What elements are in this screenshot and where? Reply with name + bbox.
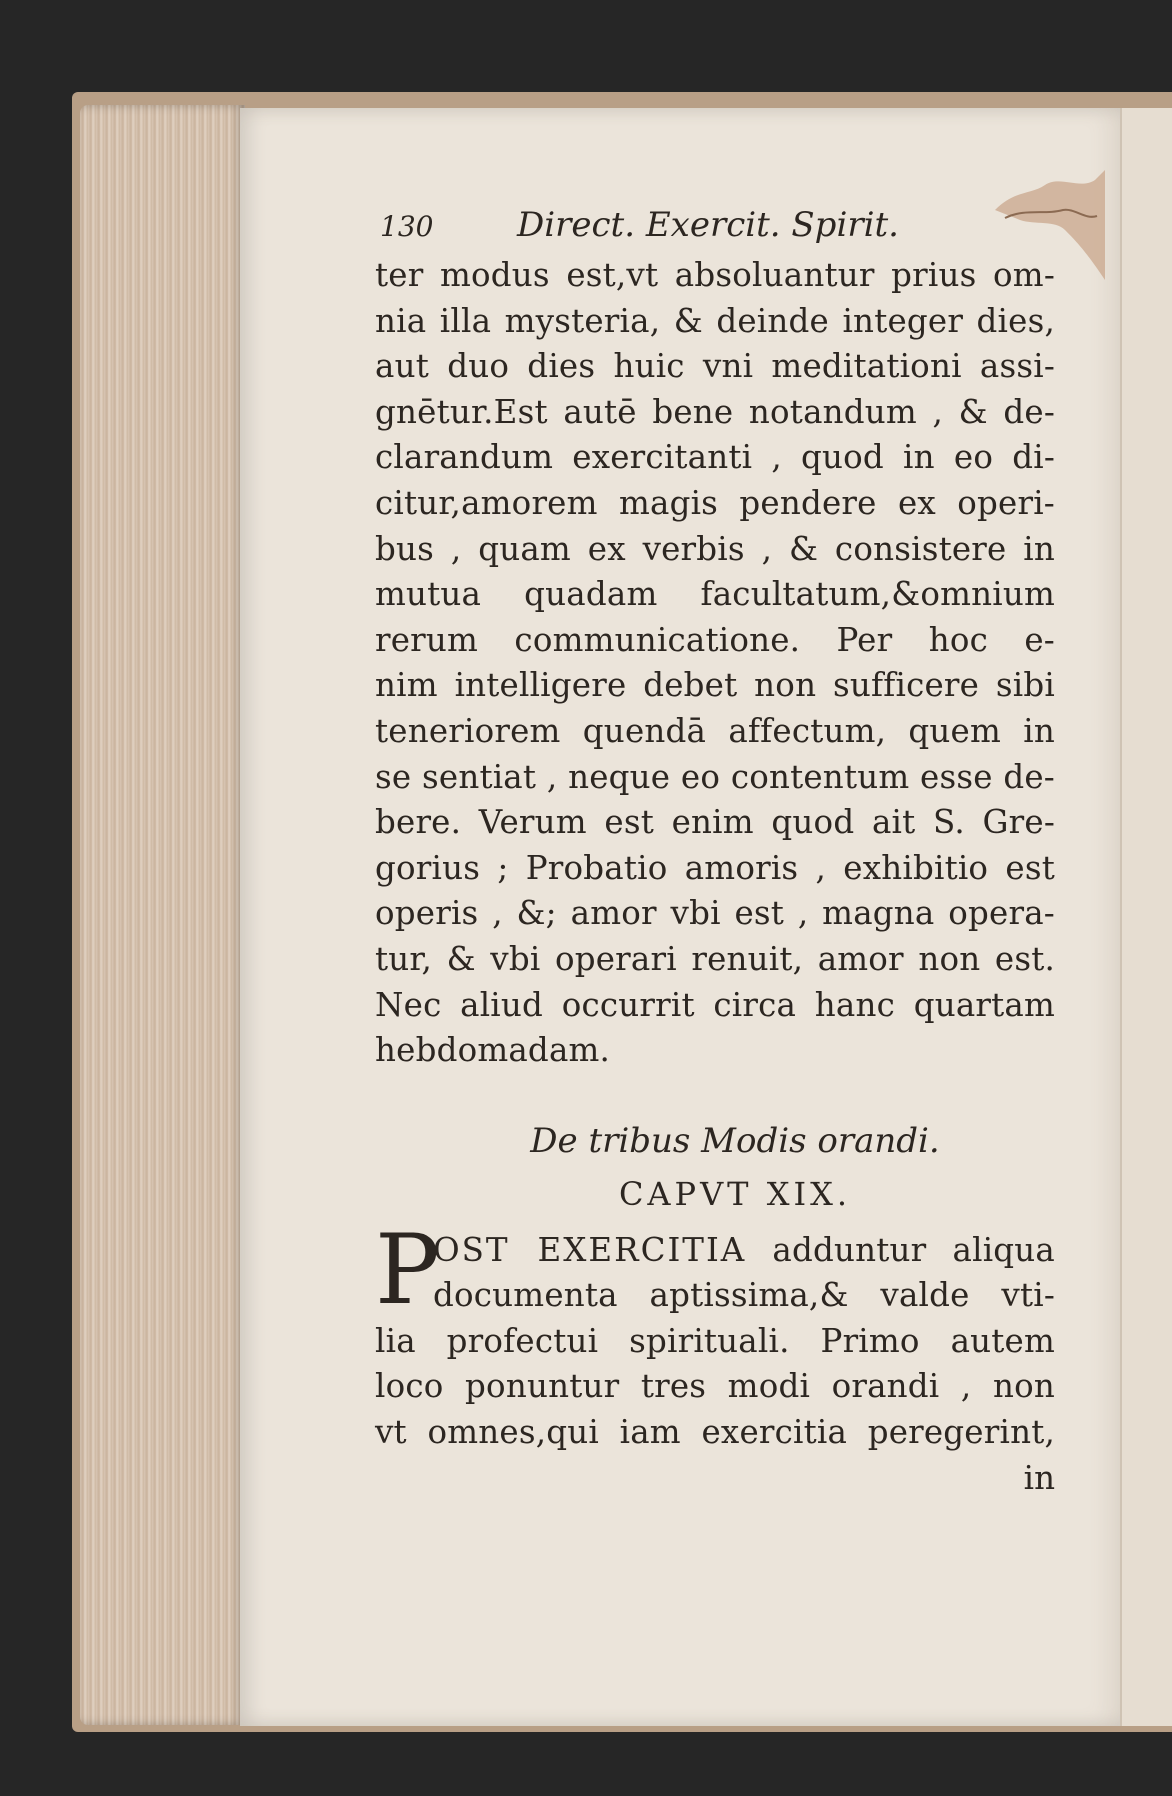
small-caps-opening: OST EXERCITIA <box>433 1230 747 1269</box>
text-line: lia profectui spirituali. Primo autem <box>375 1321 1055 1360</box>
text-line: clarandum exercitanti , quod in eo di- <box>375 438 1055 477</box>
text-line: se sentiat , neque eo contentum esse de- <box>375 757 1055 796</box>
text-line: vt omnes,qui iam exercitia peregerint, <box>375 1413 1055 1452</box>
text-line <box>375 1228 1055 1274</box>
running-head: Direct. Exercit. Spirit. <box>517 205 899 245</box>
text-line: aut duo dies huic vni meditationi assi- <box>375 347 1055 386</box>
page-number: 130 <box>380 210 434 243</box>
text-line: loco ponuntur tres modi orandi , non <box>375 1367 1055 1406</box>
text-line: nia illa mysteria, & deinde integer dies, <box>375 301 1055 340</box>
text-line: documenta aptissima,& valde vti- <box>433 1276 1055 1315</box>
text-line: operis , &; amor vbi est , magna opera- <box>375 894 1055 933</box>
text-line: Nec aliud occurrit circa hanc quartam <box>375 985 1055 1024</box>
chapter-heading: CAPVT XIX. <box>618 1174 852 1213</box>
paragraph-2 <box>375 1213 1056 1502</box>
text-line: tur, & vbi operari renuit, amor non est. <box>375 939 1055 978</box>
drop-cap: P <box>375 1213 440 1326</box>
page-header <box>375 205 1055 253</box>
section-title: De tribus Modis orandi. <box>530 1120 940 1161</box>
text-line-rest: adduntur aliqua <box>772 1230 1056 1269</box>
paragraph-1 <box>375 253 1055 1074</box>
page-text <box>375 205 1055 1501</box>
facing-page-edge <box>1120 108 1172 1726</box>
text-line: hebdomadam. <box>375 1031 611 1070</box>
text-line: citur,amorem magis pendere ex operi- <box>375 483 1055 522</box>
text-line: gnētur.Est autē bene notandum , & de- <box>375 392 1055 431</box>
text-line: nim intelligere debet non sufficere sibi <box>375 666 1055 705</box>
text-line: teneriorem quendā affectum, quem in <box>375 711 1055 750</box>
text-line: ter modus est,vt absoluantur prius om- <box>375 256 1055 294</box>
text-line: bere. Verum est enim quod ait S. Gre- <box>375 803 1055 842</box>
text-line: bus , quam ex verbis , & consistere in <box>375 529 1055 568</box>
page-edges <box>80 105 245 1725</box>
text-line: gorius ; Probatio amoris , exhibitio est <box>375 848 1055 887</box>
text-line: rerum communicatione. Per hoc e- <box>375 620 1055 659</box>
catchword: in <box>1023 1458 1055 1497</box>
text-line: mutua quadam facultatum,&omnium <box>375 575 1055 614</box>
